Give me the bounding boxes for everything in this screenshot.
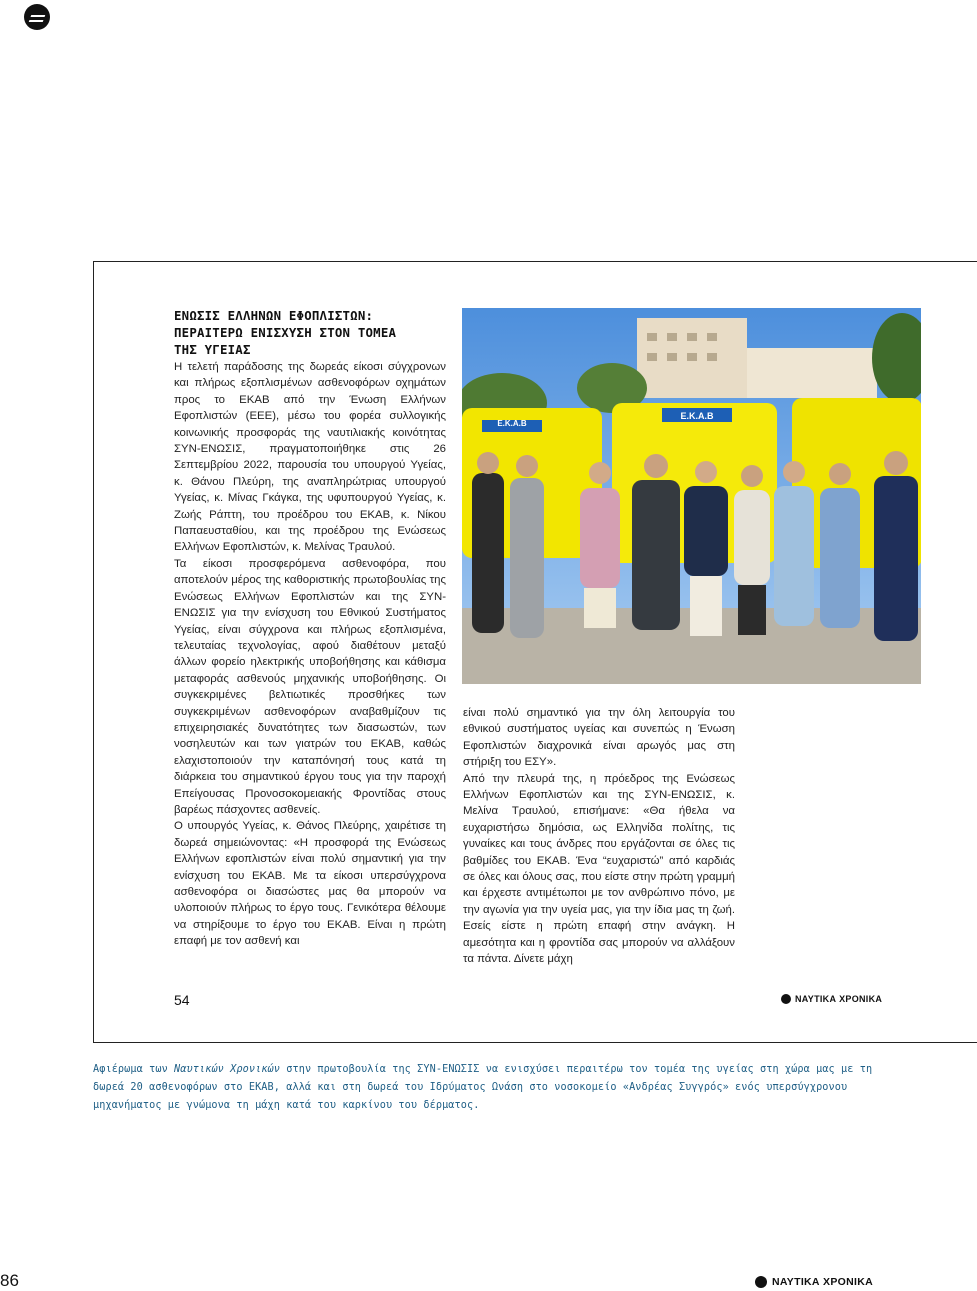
article-headline: [174, 307, 444, 358]
headline-line: ΠΕΡΑΙΤΕΡΩ ΕΝΙΣΧΥΣΗ ΣΤΟΝ ΤΟΜΕΑ: [174, 325, 397, 340]
ambulance-label: E.K.A.B: [497, 419, 527, 428]
ambulance-label: E.K.A.B: [680, 411, 714, 421]
brand-logo-icon: [755, 1276, 767, 1288]
magazine-brand: [781, 994, 882, 1004]
paragraph: Ο υπουργός Υγείας, κ. Θάνος Πλεύρης, χαιρέτισε τη δωρεά σημειώνοντας: «Η προσφορά της Ενώσεως Ελλήνων εφοπλιστών είναι πολύ σημαντική για την ενίσχυση του ΕΚΑΒ. Με τα είκοσι υπερσύγχρονα ασθενοφόρα οι διασώστες μας θα μπορούν να υλοποιούν πλήρως το έργο τους. Γενικότερα θέλουμε να στηρίξουμε το έργο του ΕΚΑΒ. Είναι η πρώτη επαφή με τον ασθενή και: [174, 820, 446, 948]
page-number: 86: [0, 1271, 19, 1290]
magazine-page-number: 54: [174, 992, 190, 1008]
footer-brand: [755, 1276, 873, 1288]
ship-logo-icon: [24, 4, 50, 30]
caption-text: στην πρωτοβουλία της ΣΥΝ-ΕΝΩΣΙΣ να ενισχύσει περαιτέρω τον τομέα της υγείας στη χώρα μας με τη δωρεά 20 ασθενοφόρων στο ΕΚΑΒ, αλλά και στη δωρεά του Ιδρύματος Ωνάση στο νοσοκομείο «Ανδρέας Συγγρός» ενός υπερσύγχρονου μηχανήματος με γνώμονα τη μάχη κατά του καρκίνου του δέρματος.: [93, 1064, 873, 1111]
feature-caption: [93, 1061, 893, 1115]
magazine-brand-label: ΝΑΥΤΙΚΑ ΧΡΟΝΙΚΑ: [795, 994, 883, 1004]
paragraph: Η τελετή παράδοσης της δωρεάς είκοσι σύγχρονων και πλήρως εξοπλισμένων ασθενοφόρων οχημάτων προς το ΕΚΑΒ από την Ένωση Ελλήνων Εφοπλιστών (ΕΕΕ), μέσω του φορέα συλλογικής κοινωνικής προσφοράς της ναυτιλιακής κοινότητας ΣΥΝ-ΕΝΩΣΙΣ, πραγματοποιήθηκε στις 26 Σεπτεμβρίου 2022, παρουσία του υπουργού Υγείας, κ. Θάνου Πλεύρη, της αναπληρώτριας υπουργού Υγείας, κ. Μίνας Γκάγκα, της υφυπουργού Υγείας, κ. Ζωής Ράπτη, του προέδρου του ΕΚΑΒ, κ. Νίκου Παπαευσταθίου, και της προέδρου της Ενώσεως Ελλήνων Εφοπλιστών, κ. Μελίνας Τραυλού.: [174, 361, 446, 554]
paragraph: Τα είκοσι προσφερόμενα ασθενοφόρα, που αποτελούν μέρος της καθοριστικής πρωτοβουλίας της Ενώσεως Ελλήνων Εφοπλιστών και της ΣΥΝ-ΕΝΩΣΙΣ για την ενίσχυση του Εθνικού Συστήματος Υγείας, είναι σύγχρονα και πλήρως εξοπλισμένα, τελευταίας τεχνολογίας, αφού διαθέτουν μεταξύ άλλων φορείο ηλεκτρικής υποβοήθησης και κάθισμα μεταφοράς ασθενούς μηχανικής υποβοήθησης. Οι συγκεκριμένες βελτιωτικές προσθήκες των συγκεκριμένων ασθενοφόρων αναβαθμίζουν τις επιχειρησιακές δυνατότητες των διασωστών, των νοσηλευτών και των γιατρών του ΕΚΑΒ, καθώς ελαχιστοποιούν την καταπόνησή τους κατά τη διάρκεια του σημαντικού έργου τους για την παροχή Επείγουσας Προνοσοκομειακής Φροντίδας στους βαρέως πάσχοντες ασθενείς.: [174, 557, 446, 816]
brand-logo-icon: [781, 994, 791, 1004]
magazine-page: [93, 261, 977, 1043]
paragraph: Από την πλευρά της, η πρόεδρος της Ενώσεως Ελλήνων Εφοπλιστών και της ΣΥΝ-ΕΝΩΣΙΣ, κ. Μελίνα Τραυλού, επισήμανε: «Θα ήθελα να ευχαριστήσω δημόσια, ως Ελληνίδα πολίτης, τις γυναίκες και τους άνδρες που εργάζονται σε όλες τις βαθμίδες του ΕΚΑΒ. Ένα “ευχαριστώ” από καρδιάς σε όλες και όλους σας, που είστε στην πρώτη γραμμή και έρχεστε αντιμέτωποι με τον ανθρώπινο πόνο, με την αγωνία για την υγεία μας, για την ίδια μας τη ζωή. Εσείς είστε η πρώτη επαφή στην ανάγκη. Η αμεσότητα και η φροντίδα σας μπορούν να αλλάξουν τα πάντα. Δίνετε μάχη: [463, 772, 735, 966]
article-column-1: [174, 359, 446, 950]
paragraph: είναι πολύ σημαντικό για την όλη λειτουργία του εθνικού συστήματος υγείας και συνεπώς η Ένωση Εφοπλιστών διαχρονικά είναι αρωγός μας στη στήριξη του ΕΣΥ».: [463, 707, 735, 769]
headline-line: ΕΝΩΣΙΣ ΕΛΛΗΝΩΝ ΕΦΟΠΛΙΣΤΩΝ:: [174, 308, 374, 323]
caption-italic: Ναυτικών Χρονικών: [174, 1064, 281, 1075]
footer-brand-label: ΝΑΥΤΙΚΑ ΧΡΟΝΙΚΑ: [772, 1276, 873, 1288]
caption-text: Αφιέρωμα των: [93, 1064, 175, 1075]
article-column-2: [463, 705, 735, 968]
headline-line: ΤΗΣ ΥΓΕΙΑΣ: [174, 342, 251, 357]
article-photo: [462, 308, 921, 684]
